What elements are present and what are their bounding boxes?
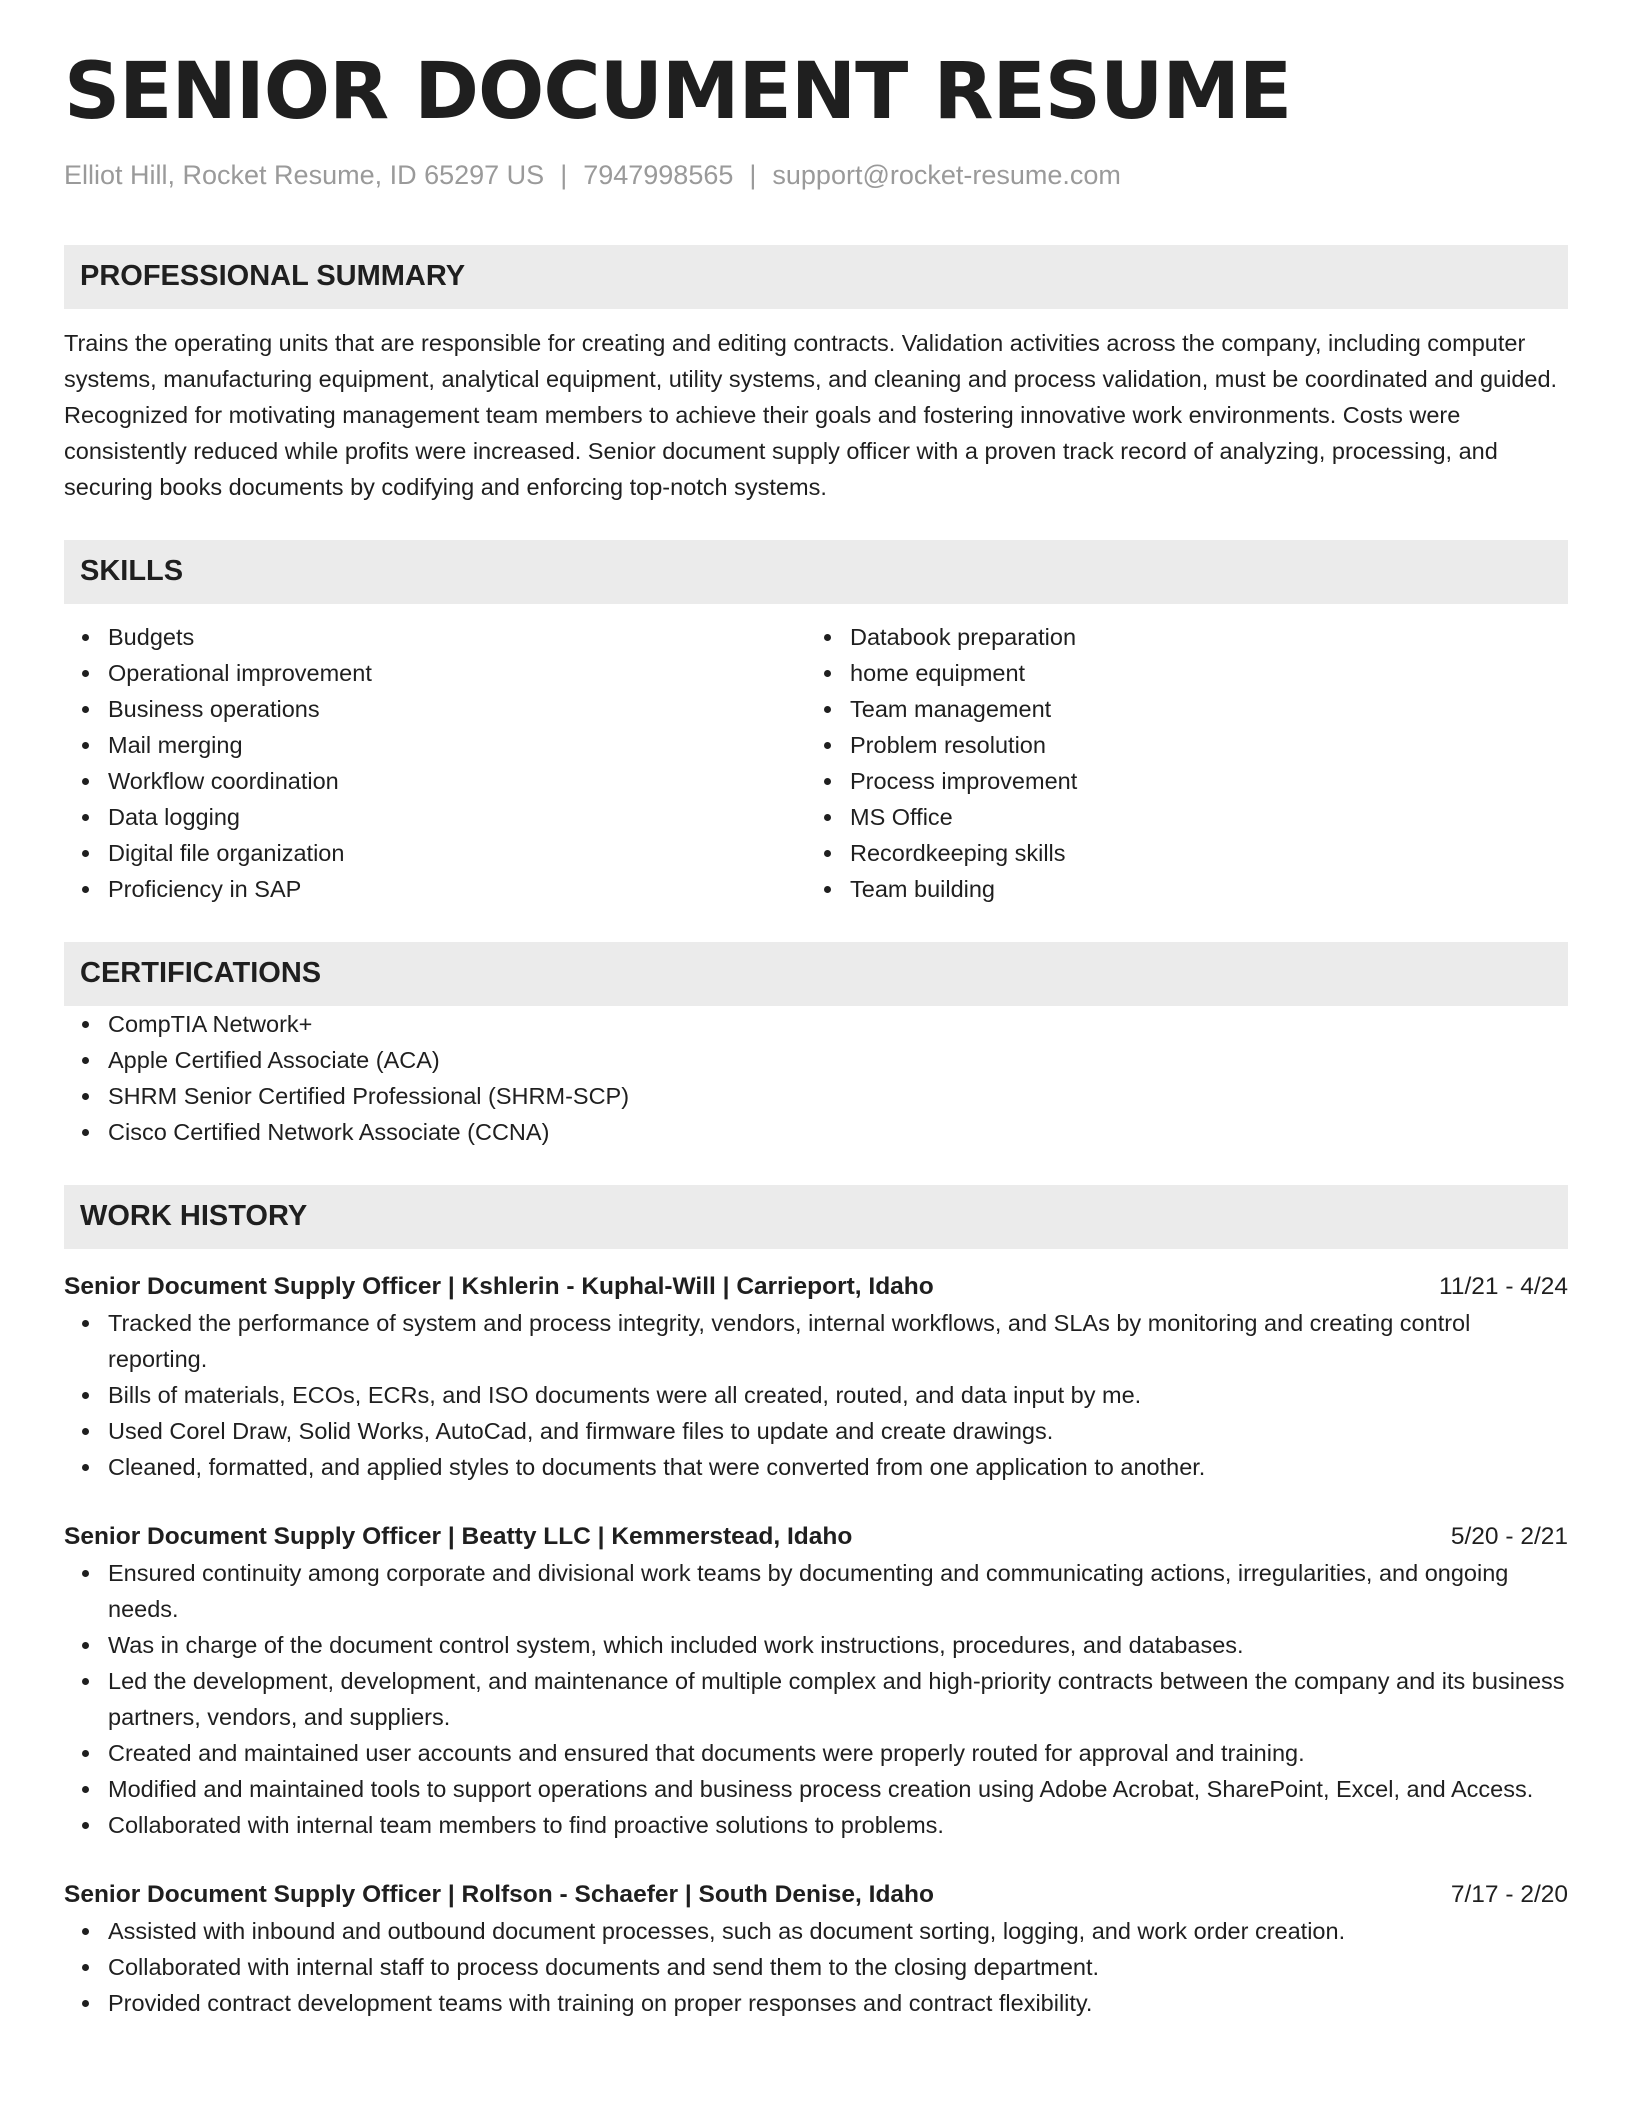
job-bullet: Provided contract development teams with training on proper responses and contract flexibility. [108,1985,1568,2021]
job-header [64,1269,1568,1305]
job-bullet: Bills of materials, ECOs, ECRs, and ISO documents were all created, routed, and data input by me. [108,1377,1568,1413]
job-bullet: Was in charge of the document control system, which included work instructions, procedures, and databases. [108,1627,1568,1663]
job-dates: 5/20 - 2/21 [1450,1522,1568,1550]
skill-item: Mail merging [108,727,806,763]
skills-list-left [64,619,806,907]
job-bullet: Assisted with inbound and outbound document processes, such as document sorting, logging, and work order creation. [108,1913,1568,1949]
job-bullet: Collaborated with internal team members to find proactive solutions to problems. [108,1807,1568,1843]
contact-email[interactable]: support@rocket-resume.com [772,159,1121,190]
job-title: Senior Document Supply Officer | Rolfson - Schaefer | South Denise, Idaho [64,1880,934,1908]
skill-item: Process improvement [850,763,1548,799]
skill-item: Proficiency in SAP [108,871,806,907]
certification-item: Cisco Certified Network Associate (CCNA) [108,1114,1568,1150]
job-bullet: Ensured continuity among corporate and divisional work teams by documenting and communicating actions, irregularities, and ongoing needs. [108,1555,1568,1627]
job-bullet: Collaborated with internal staff to process documents and send them to the closing department. [108,1949,1568,1985]
skill-item: Recordkeeping skills [850,835,1548,871]
job-bullet: Tracked the performance of system and process integrity, vendors, internal workflows, and SLAs by monitoring and creating control reporting. [108,1305,1568,1377]
skills-column-right [806,619,1548,907]
job-title: Senior Document Supply Officer | Kshlerin - Kuphal-Will | Carrieport, Idaho [64,1272,934,1300]
contact-separator: | [560,159,568,190]
summary-text: Trains the operating units that are responsible for creating and editing contracts. Validation activities across the company, including computer systems, manufacturing equipment, analytical equipment, utility systems, and cleaning and process validation, must be coordinated and guided. Recognized for motivating management team members to achieve their goals and fostering innovative work environments. Costs were consistently reduced while profits were increased. Senior document supply officer with a proven track record of analyzing, processing, and securing books documents by codifying and enforcing top-notch systems. [64,329,1558,500]
skill-item: home equipment [850,655,1548,691]
job-title: Senior Document Supply Officer | Beatty LLC | Kemmerstead, Idaho [64,1522,853,1550]
certification-item: SHRM Senior Certified Professional (SHRM-SCP) [108,1078,1568,1114]
job-dates: 11/21 - 4/24 [1439,1272,1568,1300]
job-bullets [64,1555,1568,1843]
section-header-skills: SKILLS [64,540,1568,604]
job-entry [64,1269,1568,1485]
contact-line [64,158,1568,193]
job-entry [64,1519,1568,1843]
section-header-certifications: CERTIFICATIONS [64,942,1568,1006]
section-header-summary: PROFESSIONAL SUMMARY [64,245,1568,309]
job-header [64,1877,1568,1913]
skills-column-left [64,619,806,907]
contact-address: Elliot Hill, Rocket Resume, ID 65297 US [64,159,545,190]
job-bullet: Used Corel Draw, Solid Works, AutoCad, and firmware files to update and create drawings. [108,1413,1568,1449]
certification-item: CompTIA Network+ [108,1006,1568,1042]
contact-phone: 7947998565 [583,159,734,190]
skill-item: Business operations [108,691,806,727]
skill-item: Databook preparation [850,619,1548,655]
skill-item: Team building [850,871,1548,907]
job-bullet: Modified and maintained tools to support operations and business process creation using Adobe Acrobat, SharePoint, Excel, and Access. [108,1771,1568,1807]
skill-item: Operational improvement [108,655,806,691]
job-header [64,1519,1568,1555]
skill-item: Team management [850,691,1548,727]
job-bullets [64,1913,1568,2021]
contact-separator: | [749,159,757,190]
certifications-list [64,1006,1568,1150]
skill-item: Data logging [108,799,806,835]
skill-item: Problem resolution [850,727,1548,763]
skills-list-right [806,619,1548,907]
skill-item: MS Office [850,799,1548,835]
skill-item: Budgets [108,619,806,655]
job-entry [64,1877,1568,2021]
skill-item: Digital file organization [108,835,806,871]
job-bullet: Led the development, development, and maintenance of multiple complex and high-priority contracts between the company and its business partners, vendors, and suppliers. [108,1663,1568,1735]
certification-item: Apple Certified Associate (ACA) [108,1042,1568,1078]
work-history-list [64,1269,1568,2021]
skill-item: Workflow coordination [108,763,806,799]
resume-title: SENIOR DOCUMENT RESUME [64,47,1292,137]
section-header-work-history: WORK HISTORY [64,1185,1568,1249]
job-dates: 7/17 - 2/20 [1450,1880,1568,1908]
job-bullets [64,1305,1568,1485]
skills-columns [64,619,1568,907]
job-bullet: Created and maintained user accounts and ensured that documents were properly routed for approval and training. [108,1735,1568,1771]
job-bullet: Cleaned, formatted, and applied styles to documents that were converted from one application to another. [108,1449,1568,1485]
